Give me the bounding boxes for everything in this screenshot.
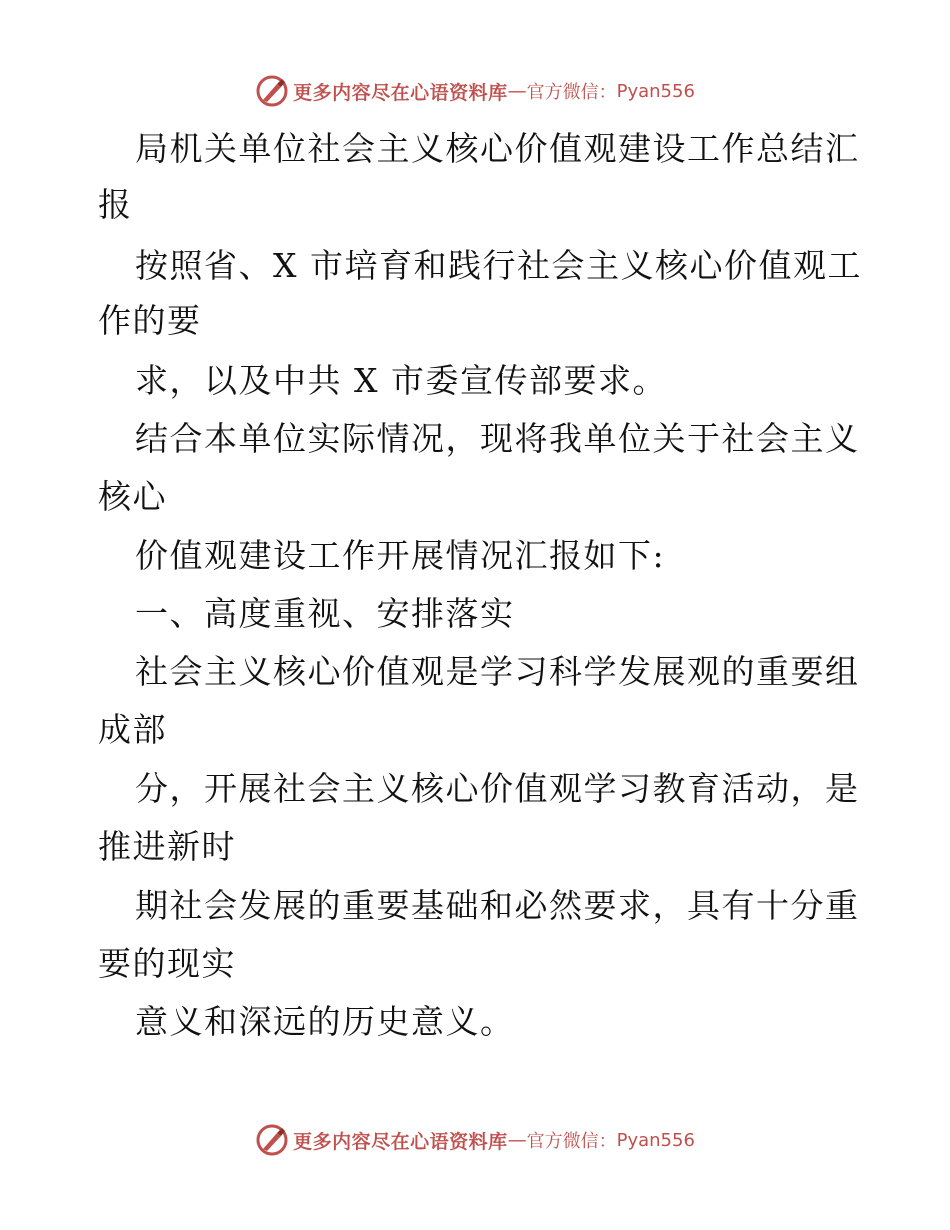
watermark-site-text: 更多内容尽在心语资料库: [293, 81, 508, 104]
watermark-wechat-id: Pyan556: [616, 1129, 695, 1151]
document-line: 成部: [98, 710, 167, 749]
document-line: 要的现实: [98, 944, 236, 983]
header-watermark: [0, 71, 950, 111]
document-line: 作的要: [98, 301, 202, 340]
watermark-wechat-label: 官方微信：: [526, 1131, 617, 1152]
watermark-dash: —: [507, 80, 527, 102]
watermark-site-text: 更多内容尽在心语资料库: [293, 1130, 508, 1153]
document-line: 社会主义核心价值观是学习科学发展观的重要组: [135, 652, 860, 691]
document-line: 价值观建设工作开展情况汇报如下:: [135, 536, 666, 575]
pen-logo-icon: [255, 74, 289, 108]
footer-watermark: [0, 1120, 950, 1160]
document-line: 核心: [98, 477, 167, 516]
document-line: 报: [98, 185, 133, 224]
watermark-dash: —: [507, 1129, 527, 1151]
pen-logo-icon: [255, 1123, 289, 1157]
document-line: 结合本单位实际情况，现将我单位关于社会主义: [135, 419, 860, 458]
document-line: 求，以及中共 X 市委宣传部要求。: [135, 361, 667, 400]
document-line: 局机关单位社会主义核心价值观建设工作总结汇: [135, 129, 860, 168]
watermark-wechat-id: Pyan556: [616, 80, 695, 102]
document-line: 期社会发展的重要基础和必然要求，具有十分重: [135, 886, 860, 925]
document-line: 推进新时: [98, 827, 236, 866]
document-line: 按照省、X 市培育和践行社会主义核心价值观工: [135, 246, 862, 285]
document-line: 分，开展社会主义核心价值观学习教育活动，是: [135, 769, 860, 808]
watermark-wechat-label: 官方微信：: [526, 82, 617, 103]
document-line: 意义和深远的历史意义。: [135, 1002, 515, 1041]
document-line: 一、高度重视、安排落实: [135, 594, 515, 633]
